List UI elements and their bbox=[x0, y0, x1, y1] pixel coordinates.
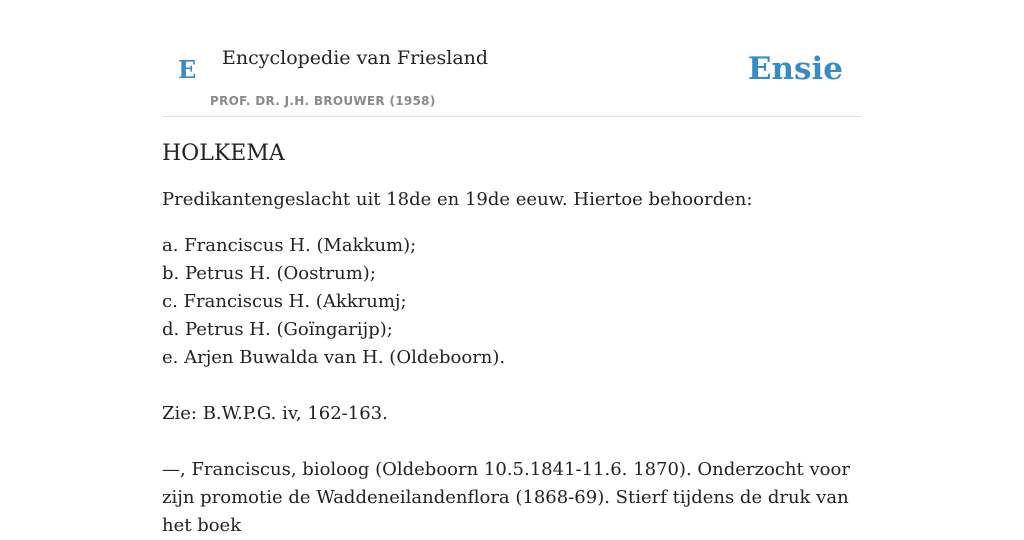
sub-entry-paragraph: —, Franciscus, bioloog (Oldeboorn 10.5.1841-11.6. 1870). Onderzocht voor zijn promotie de Waddeneilandenflora (1868-69). Stierf tijdens de druk van het boek bbox=[162, 459, 850, 536]
ensie-brand-logo[interactable]: Ensie bbox=[747, 51, 843, 87]
source-reference: Zie: B.W.P.G. iv, 162-163. bbox=[162, 403, 388, 424]
article-intro: Predikantengeslacht uit 18de en 19de eeuw. Hiertoe behoorden: bbox=[162, 189, 753, 210]
paragraph-spacer bbox=[162, 428, 882, 456]
article-headword: HOLKEMA bbox=[162, 141, 285, 166]
family-member-item: c. Franciscus H. (Akkrumj; bbox=[162, 291, 407, 312]
paragraph-spacer bbox=[162, 372, 882, 400]
encyclopedia-logo[interactable]: E bbox=[178, 55, 197, 84]
site-header bbox=[162, 0, 862, 117]
family-members-list bbox=[162, 232, 882, 372]
encyclopedia-title-link[interactable]: Encyclopedie van Friesland bbox=[222, 47, 489, 69]
family-member-item: d. Petrus H. (Goïngarijp); bbox=[162, 319, 393, 340]
family-member-item: e. Arjen Buwalda van H. (Oldeboorn). bbox=[162, 347, 506, 368]
author-credit: PROF. DR. J.H. BROUWER (1958) bbox=[210, 94, 436, 108]
article-content bbox=[162, 138, 882, 540]
family-member-item: b. Petrus H. (Oostrum); bbox=[162, 263, 376, 284]
family-member-item: a. Franciscus H. (Makkum); bbox=[162, 235, 417, 256]
